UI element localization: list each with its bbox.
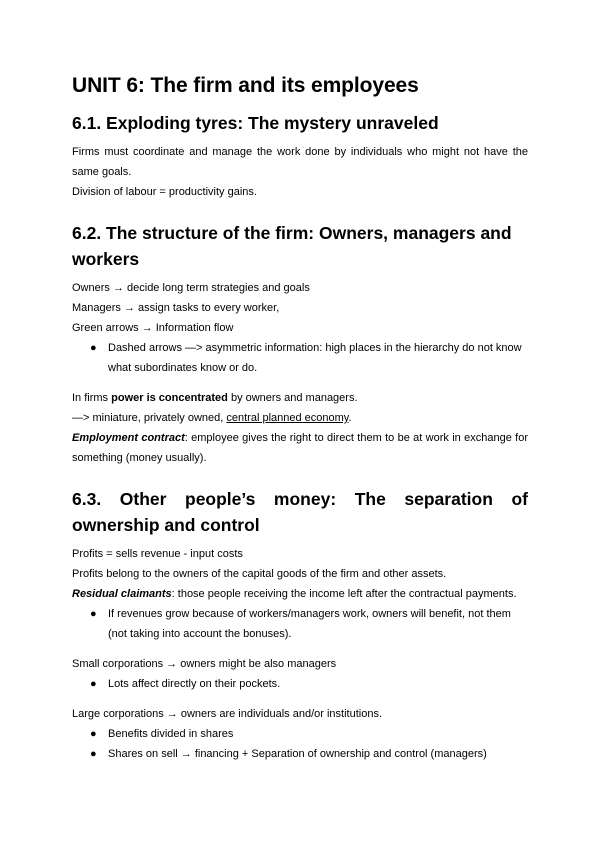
section-6-2-heading: 6.2. The structure of the firm: Owners, managers and workers: [72, 223, 512, 269]
benefits-divided-text: Benefits divided in shares: [108, 728, 234, 740]
bullet-icon: ●: [90, 608, 97, 620]
list-item: [90, 604, 528, 644]
underlined-term: central planned economy: [226, 412, 349, 424]
bullet-list: [72, 674, 528, 694]
text-run: by owners and managers.: [227, 392, 358, 404]
section-6-1-paragraph-2: Division of labour = productivity gains.: [72, 186, 257, 198]
lots-affect-text: Lots affect directly on their pockets.: [108, 678, 281, 690]
bullet-icon: ●: [90, 728, 97, 740]
section-6-3-heading: 6.3. Other people’s money: The separation of ownership and control: [72, 489, 528, 535]
green-arrows-line: Green arrows → Information flow: [72, 322, 234, 334]
bold-italic-term: Residual claimants: [72, 588, 172, 600]
text-run: : those people receiving the income left after the contractual payments.: [171, 588, 517, 600]
power-concentrated-paragraph: [72, 388, 528, 408]
bold-term: power is concentrated: [111, 392, 228, 404]
document-content: [72, 72, 528, 764]
bullet-list: [72, 338, 528, 378]
section-6-1-heading: 6.1. Exploding tyres: The mystery unraveled: [72, 113, 439, 133]
profits-belong-line: Profits belong to the owners of the capital goods of the firm and other assets.: [72, 568, 447, 580]
dashed-arrows-text: Dashed arrows —> asymmetric information: high places in the hierarchy do not know what subordinates know or do.: [108, 342, 522, 374]
section-6-1-paragraph-1: Firms must coordinate and manage the work done by individuals who might not have the same goals.: [72, 146, 528, 178]
list-item: [90, 724, 528, 744]
page-title: UNIT 6: The firm and its employees: [72, 74, 419, 97]
text-run: .: [348, 412, 352, 424]
text-run: In firms: [72, 392, 112, 404]
bold-italic-term: Employment contract: [72, 432, 185, 444]
list-item: [90, 674, 528, 694]
small-corporations-line: Small corporations → owners might be also managers: [72, 658, 337, 670]
bullet-icon: ●: [90, 678, 97, 690]
residual-claimants-paragraph: [72, 584, 528, 604]
list-item: [90, 744, 528, 764]
owners-line: Owners → decide long term strategies and goals: [72, 282, 310, 294]
large-corporations-line: Large corporations → owners are individuals and/or institutions.: [72, 708, 382, 720]
shares-on-sell-text: Shares on sell → financing + Separation of ownership and control (managers): [108, 748, 487, 760]
miniature-economy-line: [72, 408, 528, 428]
bullet-list: [72, 604, 528, 644]
bullet-icon: ●: [90, 748, 97, 760]
text-run: —> miniature, privately owned,: [72, 412, 227, 424]
text-run: : employee gives the right to direct them to be at work in exchange for something (money usually).: [72, 432, 528, 464]
revenues-grow-text: If revenues grow because of workers/managers work, owners will benefit, not them (not taking into account the bonuses).: [108, 608, 511, 640]
bullet-list: [72, 724, 528, 764]
managers-line: Managers → assign tasks to every worker,: [72, 302, 280, 314]
bullet-icon: ●: [90, 342, 97, 354]
employment-contract-paragraph: [72, 428, 528, 468]
profits-definition-line: Profits = sells revenue - input costs: [72, 548, 243, 560]
list-item: [90, 338, 528, 378]
